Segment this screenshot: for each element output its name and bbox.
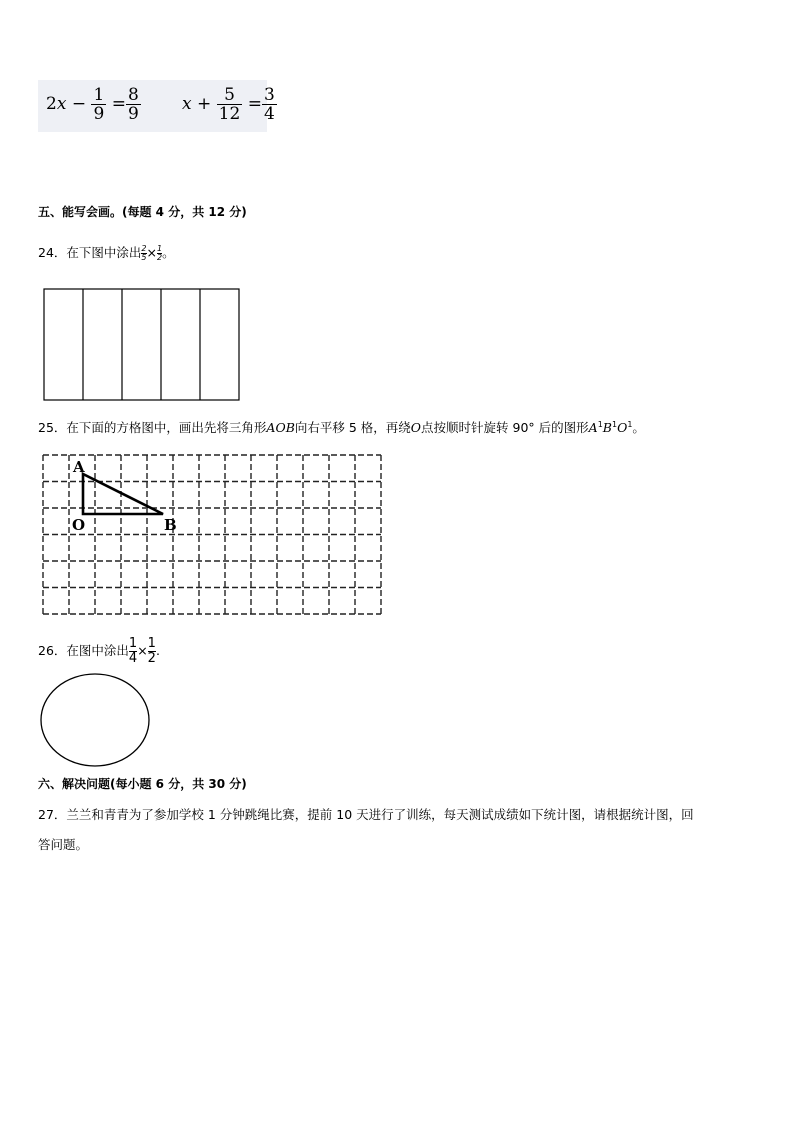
eq2-f1-den: 12	[218, 104, 241, 124]
equations-box	[38, 80, 275, 132]
q27-line-2: 答问题。	[38, 837, 89, 852]
eq1-f1-num: 1	[93, 85, 105, 105]
q26-circle-figure	[38, 672, 154, 770]
q25-label-b: B	[164, 516, 177, 534]
q25-text-1: 25．在下面的方格图中，画出先将三角形	[38, 420, 267, 436]
q24-rectangle-figure	[43, 288, 241, 402]
q25-aob: AOB	[266, 420, 295, 436]
eq2-f2-den: 4	[263, 104, 275, 124]
q25-sup3: 1	[627, 420, 633, 429]
section-5-title: 五、能写会画。(每题 4 分，共 12 分)	[38, 205, 247, 219]
q26-fraction-1	[129, 637, 137, 666]
q25-b1: B	[602, 420, 612, 436]
q25-o: O	[410, 420, 422, 436]
question-26	[38, 637, 160, 666]
eq1-f2-num: 8	[127, 85, 139, 105]
eq2-equals: =	[247, 94, 262, 114]
q24-f2-den: 2	[156, 253, 163, 262]
q26-times: ×	[137, 643, 148, 658]
eq2-fraction-2	[262, 86, 277, 123]
equation-1	[46, 86, 141, 123]
eq2-f1-num: 5	[217, 86, 243, 105]
q26-f1-den: 4	[128, 651, 138, 666]
eq1-fraction-2	[126, 86, 141, 123]
q26-f1-num: 1	[128, 636, 138, 651]
q25-label-o: O	[72, 516, 86, 534]
q25-o1: O	[617, 420, 628, 436]
equation-2	[182, 86, 277, 123]
eq1-equals: =	[111, 94, 126, 114]
q25-sup1: 1	[597, 420, 603, 429]
question-27	[38, 800, 768, 860]
q26-circle	[41, 674, 149, 766]
eq2-fraction-1	[217, 86, 243, 123]
q25-text-2: 向右平移 5 格，再绕	[294, 420, 411, 436]
eq1-fraction-1	[91, 86, 106, 123]
q25-grid-figure	[40, 452, 385, 618]
q24-prefix: 24．在下图中涂出	[38, 245, 142, 260]
q25-text-4: 。	[632, 420, 645, 436]
eq1-var: x	[56, 94, 67, 114]
q26-f2-den: 2	[147, 651, 156, 666]
eq2-var: x	[182, 94, 192, 114]
q24-times: ×	[146, 245, 157, 260]
q24-suffix: 。	[162, 245, 175, 260]
q27-line-1: 27．兰兰和青青为了参加学校 1 分钟跳绳比赛，提前 10 天进行了训练，每天测试成绩如下统计图，请根据统计图，回	[38, 807, 694, 822]
q26-prefix: 26．在图中涂出	[38, 643, 129, 658]
q25-sup2: 1	[611, 420, 618, 429]
q25-text-3: 点按顺时针旋转 90° 后的图形	[421, 420, 589, 436]
q24-f1-num: 2	[141, 244, 147, 253]
question-24	[38, 243, 175, 263]
q26-f2-num: 1	[147, 636, 156, 651]
q24-column-dividers	[83, 289, 200, 400]
question-25	[38, 415, 645, 438]
eq1-coef: 2	[46, 94, 57, 114]
q26-suffix: .	[155, 643, 160, 658]
section-6-title: 六、解决问题(每小题 6 分，共 30 分)	[38, 777, 247, 791]
q25-label-a: A	[73, 458, 85, 476]
q24-outer-rectangle	[44, 289, 239, 400]
q25-a1: A	[588, 420, 598, 436]
eq1-f2-den: 9	[127, 104, 139, 124]
eq1-f1-den: 9	[93, 104, 105, 124]
eq1-minus: −	[71, 94, 87, 114]
q24-f2-num: 1	[156, 244, 163, 253]
eq2-f2-num: 3	[263, 85, 275, 105]
q24-f1-den: 5	[141, 253, 147, 262]
eq2-plus: +	[197, 94, 212, 114]
q26-fraction-2	[148, 637, 156, 666]
